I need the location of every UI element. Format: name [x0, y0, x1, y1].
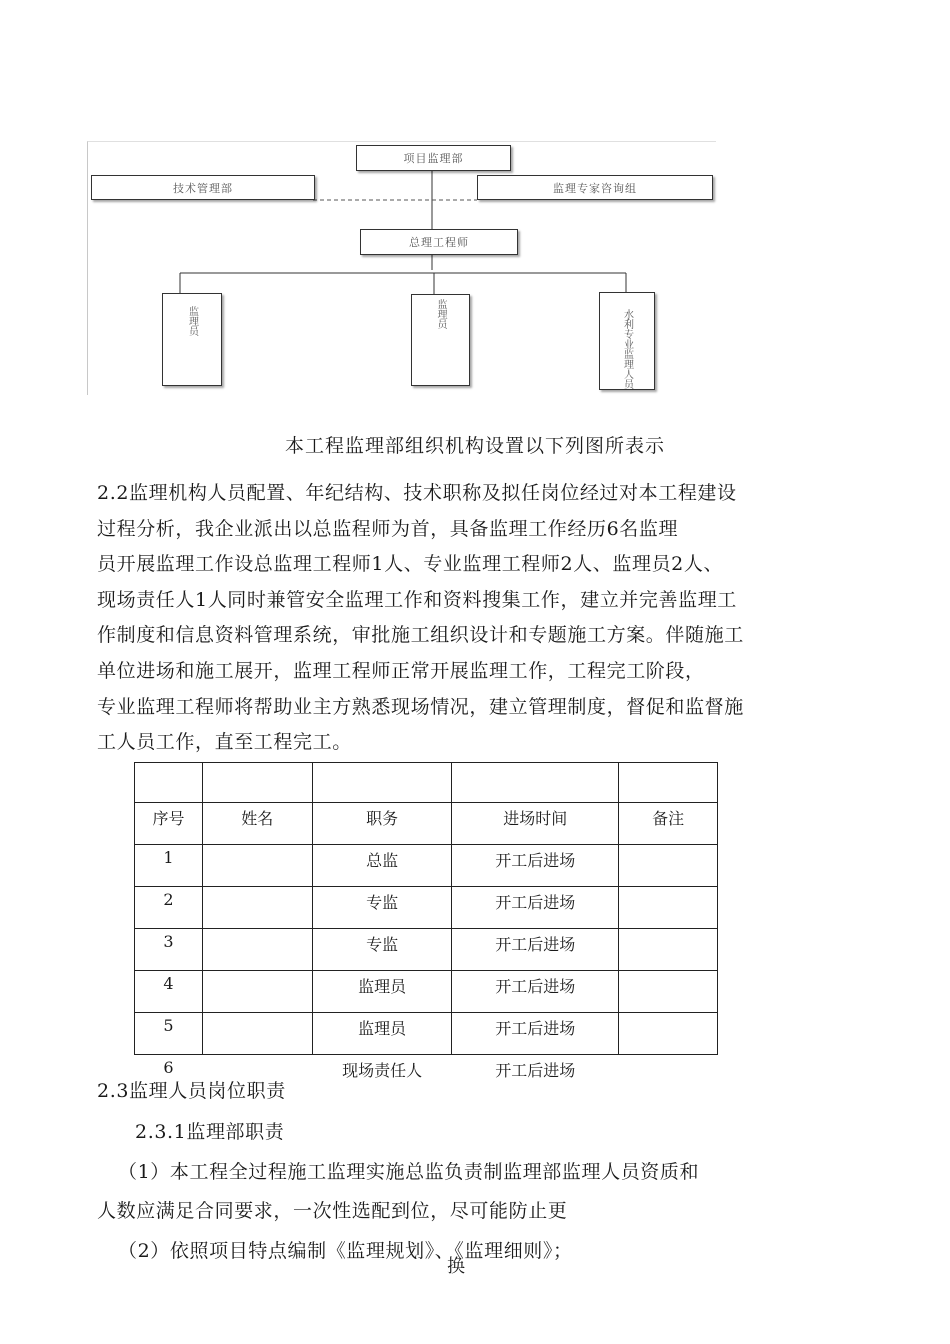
table-row	[135, 1013, 718, 1055]
paragraph-line: 工人员工作，直至工程完工。	[97, 731, 352, 754]
table-header-row	[135, 803, 718, 845]
table-cell: 1	[135, 845, 203, 887]
table-cell: 专监	[312, 929, 452, 971]
table-cell: 专监	[312, 887, 452, 929]
table-cell: 开工后进场	[452, 929, 619, 971]
org-box-supervisor-1	[162, 293, 222, 386]
table-cell	[202, 887, 312, 929]
table-cell	[202, 1013, 312, 1055]
table-cell: 总监	[312, 845, 452, 887]
stray-character: 换	[447, 1256, 466, 1277]
table-cell	[312, 763, 452, 803]
paragraph-line: 专业监理工程师将帮助业主方熟悉现场情况，建立管理制度，督促和监督施	[97, 695, 744, 718]
table-cell	[452, 763, 619, 803]
table-cell: 3	[135, 929, 203, 971]
table-cell: 现场责任人	[312, 1055, 452, 1097]
org-chart	[87, 141, 716, 395]
duty-line: （2）依照项目特点编制《监理规划》、《监理细则》；	[118, 1240, 573, 1262]
table-cell: 5	[135, 1013, 203, 1055]
paragraph-line: 员开展监理工作设总监理工程师1人、专业监理工程师2人、监理员2人、	[97, 553, 724, 576]
table-cell	[619, 887, 718, 929]
table-header-cell: 序号	[135, 803, 203, 845]
table-cell: 开工后进场	[452, 1013, 619, 1055]
table-cell	[202, 971, 312, 1013]
table-row	[135, 929, 718, 971]
section-2-3-heading: 2.3监理人员岗位职责	[97, 1080, 286, 1102]
org-box-project-dept: 项目监理部	[356, 145, 511, 171]
section-2-3-1-heading: 2.3.1监理部职责	[135, 1121, 285, 1143]
table-cell: 监理员	[312, 1013, 452, 1055]
table-header-cell: 职务	[312, 803, 452, 845]
table-blank-row	[135, 763, 718, 803]
org-box-supervisor-2	[411, 294, 470, 386]
table-cell	[619, 929, 718, 971]
table-cell: 监理员	[312, 971, 452, 1013]
org-box-expert-group: 监理专家咨询组	[477, 175, 713, 200]
org-leaf-label: 监理员	[186, 306, 198, 336]
paragraph-line: 2.2监理机构人员配置、年纪结构、技术职称及拟任岗位经过对本工程建设	[97, 482, 737, 504]
table-row	[135, 971, 718, 1013]
table-cell	[135, 763, 203, 803]
staff-table	[134, 762, 718, 1096]
table-cell: 开工后进场	[452, 845, 619, 887]
org-box-chief-engineer: 总理工程师	[360, 229, 518, 255]
table-cell	[619, 763, 718, 803]
table-cell: 2	[135, 887, 203, 929]
table-cell	[202, 763, 312, 803]
table-row	[135, 887, 718, 929]
table-cell: 开工后进场	[452, 1055, 619, 1097]
table-cell: 开工后进场	[452, 971, 619, 1013]
table-header-cell: 备注	[619, 803, 718, 845]
org-leaf-label: 水利专业监理人员	[621, 309, 633, 389]
duty-line: 人数应满足合同要求，一次性选配到位，尽可能防止更	[97, 1200, 568, 1222]
table-cell: 开工后进场	[452, 887, 619, 929]
table-cell: 6	[135, 1055, 203, 1097]
org-leaf-label: 监理员	[435, 299, 446, 329]
duty-line: （1）本工程全过程施工监理实施总监负责制监理部监理人员资质和	[118, 1161, 700, 1183]
org-box-water-specialist	[599, 292, 655, 390]
table-cell	[619, 1013, 718, 1055]
paragraph-line: 作制度和信息资料管理系统，审批施工组织设计和专题施工方案。伴随施工	[97, 624, 744, 647]
table-cell: 4	[135, 971, 203, 1013]
table-row	[135, 845, 718, 887]
section-2-2-paragraph	[97, 476, 842, 761]
table-header-cell: 姓名	[202, 803, 312, 845]
figure-caption: 本工程监理部组织机构设置以下列图所表示	[284, 435, 665, 457]
table-header-cell: 进场时间	[452, 803, 619, 845]
paragraph-line: 现场责任人1人同时兼管安全监理工作和资料搜集工作，建立并完善监理工	[97, 588, 737, 611]
table-cell	[619, 1055, 718, 1097]
table-cell	[619, 971, 718, 1013]
table-cell	[202, 845, 312, 887]
paragraph-line: 单位进场和施工展开，监理工程师正常开展监理工作，工程完工阶段，	[97, 659, 705, 682]
table-cell	[619, 845, 718, 887]
table-cell	[202, 929, 312, 971]
paragraph-line: 过程分析，我企业派出以总监程师为首，具备监理工作经历6名监理	[97, 517, 679, 540]
org-box-tech-dept: 技术管理部	[91, 175, 315, 200]
